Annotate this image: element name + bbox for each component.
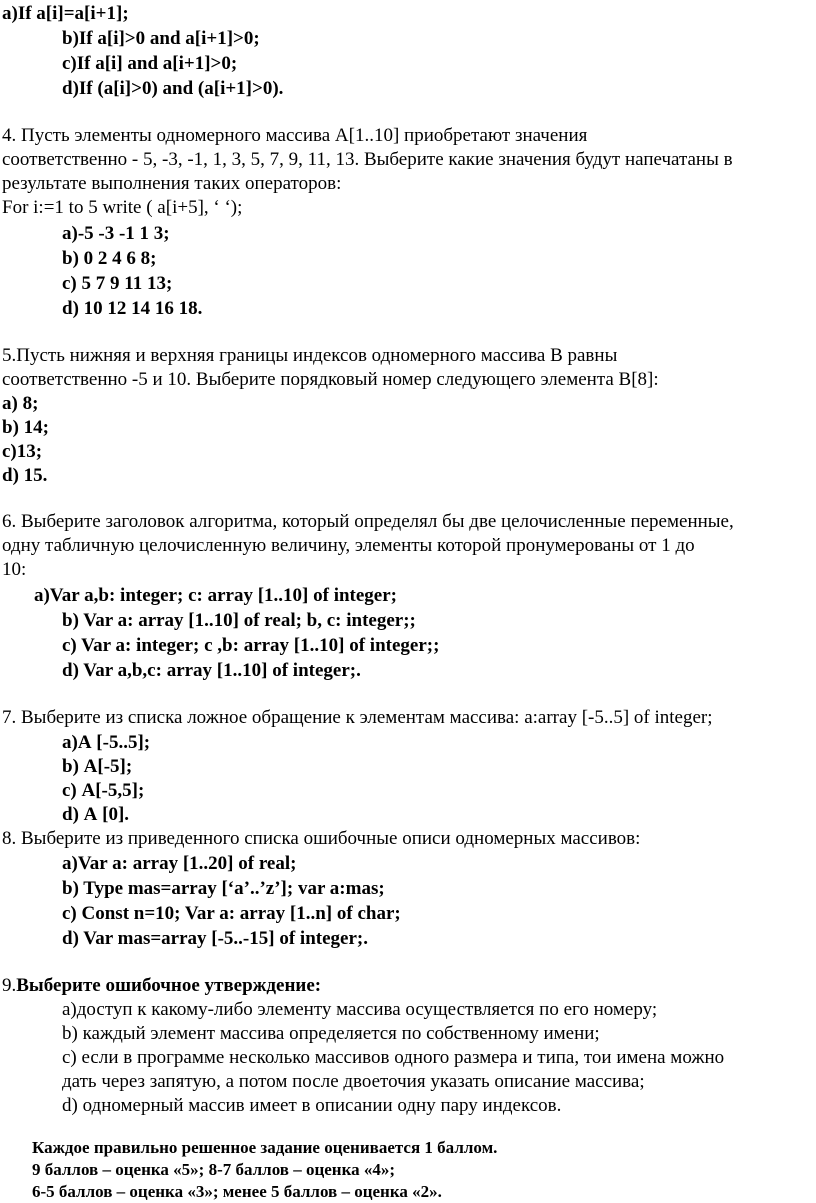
q5-option-b: b) 14; — [2, 417, 49, 438]
q9-number: 9. — [2, 975, 17, 996]
q7-option-b: b) А[-5]; — [62, 756, 133, 777]
q7-option-a: а)А [-5..5]; — [62, 732, 151, 753]
q6-option-d: d) Var a,b,c: array [1..10] of integer;. — [62, 660, 361, 681]
grading-line-1: Каждое правильно решенное задание оценивается 1 баллом. — [32, 1138, 498, 1157]
q6-text-line-1: 6. Выберите заголовок алгоритма, который определял бы две целочисленные переменные, — [2, 511, 734, 532]
q4-option-b: b) 0 2 4 6 8; — [62, 248, 157, 269]
q9-heading — [2, 974, 321, 998]
q4-option-d: d) 10 12 14 16 18. — [62, 298, 203, 319]
q4-option-a: а)-5 -3 -1 1 3; — [62, 223, 170, 244]
q7-option-d: d) А [0]. — [62, 804, 130, 825]
q9-option-a: а)доступ к какому-либо элементу массива осуществляется по его номеру; — [62, 999, 658, 1020]
q8-option-c: c) Const n=10; Var a: array [1..n] of char; — [62, 903, 401, 924]
q4-option-c: c) 5 7 9 11 13; — [62, 273, 173, 294]
grading-line-3: 6-5 баллов – оценка «3»; менее 5 баллов – оценка «2». — [32, 1182, 442, 1201]
q9-option-c-line-2: дать через запятую, а потом после двоеточия указать описание массива; — [62, 1071, 645, 1092]
q3-option-b: b)If a[i]>0 and a[i+1]>0; — [62, 28, 260, 49]
q6-text-line-3: 10: — [2, 559, 27, 580]
q5-option-d: d) 15. — [2, 465, 48, 486]
q3-option-c: c)If a[i] and a[i+1]>0; — [62, 53, 238, 74]
q6-option-b: b) Var a: array [1..10] of real; b, c: integer;; — [62, 610, 416, 631]
q9-option-b: b) каждый элемент массива определяется по собственному имени; — [62, 1023, 600, 1044]
q4-text-line-2: соответственно - 5, -3, -1, 1, 3, 5, 7, 9, 11, 13. Выберите какие значения будут напечатаны в — [2, 149, 733, 170]
q8-option-a: a)Var a: array [1..20] of real; — [62, 853, 297, 874]
q6-option-c: c) Var a: integer; c ,b: array [1..10] of integer;; — [62, 635, 440, 656]
q4-code: For i:=1 to 5 write ( a[i+5], ‘ ‘); — [2, 197, 243, 218]
q7-text-line-1: 7. Выберите из списка ложное обращение к элементам массива: a:array [-5..5] of integer; — [2, 707, 713, 728]
q5-text-line-1: 5.Пусть нижняя и верхняя границы индексов одномерного массива В равны — [2, 345, 618, 366]
q8-text-line-1: 8. Выберите из приведенного списка ошибочные описи одномерных массивов: — [2, 828, 641, 849]
q7-option-c: c) А[-5,5]; — [62, 780, 145, 801]
q5-text-line-2: соответственно -5 и 10. Выберите порядковый номер следующего элемента В[8]: — [2, 369, 659, 390]
q9-option-c-line-1: c) если в программе несколько массивов одного размера и типа, тои имена можно — [62, 1047, 725, 1068]
q8-option-d: d) Var mas=array [-5..-15] of integer;. — [62, 928, 368, 949]
q9-title: Выберите ошибочное утверждение: — [16, 975, 322, 996]
q6-option-a: a)Var a,b: integer; c: array [1..10] of integer; — [34, 585, 397, 606]
grading-line-2: 9 баллов – оценка «5»; 8-7 баллов – оценка «4»; — [32, 1160, 396, 1179]
q9-option-d: d) одномерный массив имеет в описании одну пару индексов. — [62, 1095, 562, 1116]
q3-option-a: a)If a[i]=a[i+1]; — [2, 3, 129, 24]
q8-option-b: b) Type mas=array [‘a’..’z’]; var a:mas; — [62, 878, 385, 899]
q6-text-line-2: одну табличную целочисленную величину, элементы которой пронумерованы от 1 до — [2, 535, 695, 556]
q4-text-line-3: результате выполнения таких операторов: — [2, 173, 342, 194]
q4-text-line-1: 4. Пусть элементы одномерного массива А[1..10] приобретают значения — [2, 125, 588, 146]
q5-option-c: c)13; — [2, 441, 43, 462]
q5-option-a: а) 8; — [2, 393, 39, 414]
q3-option-d: d)If (a[i]>0) and (a[i+1]>0). — [62, 78, 284, 99]
